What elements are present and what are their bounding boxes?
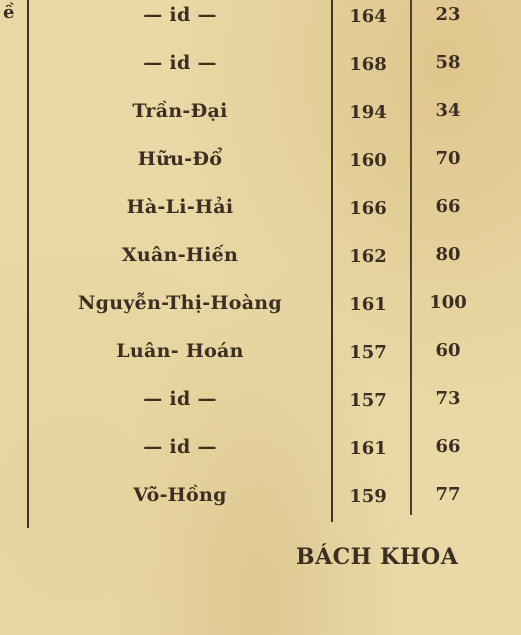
- value2-cell: 34: [435, 100, 461, 121]
- name-cell: — id —: [143, 52, 217, 74]
- name-cell: Hà-Li-Hải: [126, 196, 234, 218]
- name-cell: — id —: [143, 388, 217, 410]
- value1-cell: 159: [349, 486, 387, 507]
- table-row: [0, 0, 521, 48]
- table-row: [0, 48, 521, 96]
- table-row: [0, 288, 521, 336]
- name-cell: Võ-Hồng: [133, 484, 227, 506]
- name-cell: — id —: [143, 436, 217, 458]
- value2-cell: 60: [435, 340, 461, 361]
- table-row: [0, 480, 521, 528]
- table-row: [0, 192, 521, 240]
- value1-cell: 161: [349, 294, 387, 315]
- name-cell: Xuân-Hiến: [121, 244, 239, 266]
- value1-cell: 157: [349, 342, 387, 363]
- value2-cell: 70: [435, 148, 461, 169]
- margin-character: ề: [3, 2, 15, 23]
- value1-cell: 164: [349, 6, 387, 27]
- name-cell: Nguyễn-Thị-Hoàng: [77, 292, 283, 314]
- value2-cell: 66: [435, 196, 461, 217]
- value1-cell: 161: [349, 438, 387, 459]
- value1-cell: 160: [349, 150, 387, 171]
- value2-cell: 58: [435, 52, 461, 73]
- table-row: [0, 144, 521, 192]
- value1-cell: 157: [349, 390, 387, 411]
- value2-cell: 73: [435, 388, 461, 409]
- value1-cell: 168: [349, 54, 387, 75]
- publication-footer: BÁCH KHOA: [296, 544, 459, 570]
- value2-cell: 100: [429, 292, 467, 313]
- value1-cell: 166: [349, 198, 387, 219]
- value1-cell: 194: [349, 102, 387, 123]
- table-row: [0, 432, 521, 480]
- name-cell: Trần-Đại: [132, 100, 228, 122]
- value2-cell: 80: [435, 244, 461, 265]
- name-cell: Hữu-Đổ: [137, 148, 223, 170]
- table-row: [0, 384, 521, 432]
- table-row: [0, 240, 521, 288]
- table-row: [0, 336, 521, 384]
- value2-cell: 77: [435, 484, 461, 505]
- value2-cell: 66: [435, 436, 461, 457]
- table-row: [0, 96, 521, 144]
- value1-cell: 162: [349, 246, 387, 267]
- name-cell: Luân- Hoán: [116, 340, 244, 362]
- name-cell: — id —: [143, 4, 217, 26]
- value2-cell: 23: [435, 4, 461, 25]
